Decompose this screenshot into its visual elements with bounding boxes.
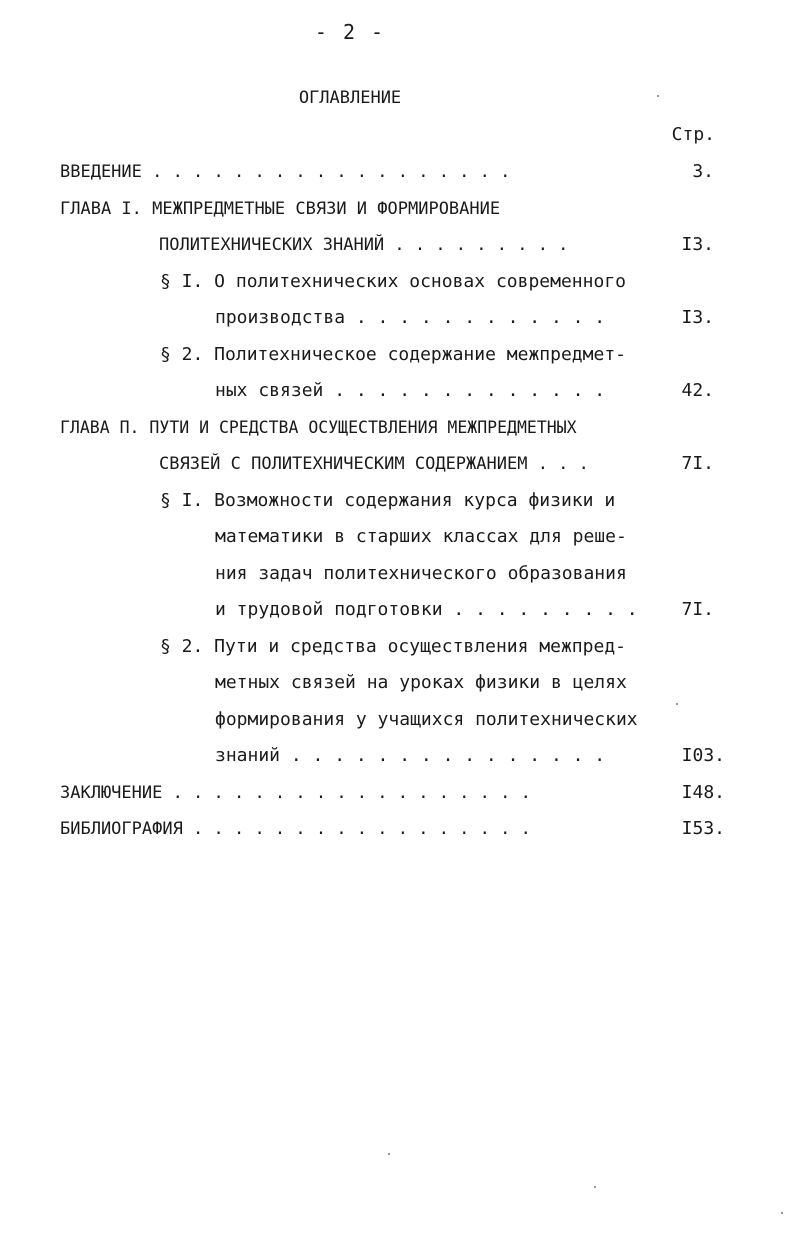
toc-entry-page: I3. xyxy=(681,307,714,328)
toc-entry-text: и трудовой подготовки . . . . . . . . . xyxy=(215,599,638,620)
toc-entry-ch2-sec1-line-4[interactable] xyxy=(0,592,797,628)
toc-entry-text: ПОЛИТЕХНИЧЕСКИХ ЗНАНИЙ . . . . . . . . . xyxy=(159,235,569,255)
toc-entry-bibliography[interactable] xyxy=(0,811,797,847)
scan-speck xyxy=(657,95,659,97)
page-number: - 2 - xyxy=(314,20,386,44)
toc-entry-page: I3. xyxy=(681,234,714,255)
toc-entry-ch2-sec2-line-4[interactable] xyxy=(0,738,797,774)
toc-entry-text: СВЯЗЕЙ С ПОЛИТЕХНИЧЕСКИМ СОДЕРЖАНИЕМ . . . xyxy=(159,454,589,474)
toc-entry-text: производства . . . . . . . . . . . . xyxy=(215,307,606,328)
page-column-header: Стр. xyxy=(671,124,715,145)
toc-entry-chapter-2-line-1[interactable] xyxy=(0,410,797,446)
toc-entry-ch2-sec2-line-2[interactable] xyxy=(0,665,797,701)
toc-entry-text: ГЛАВА П. ПУТИ И СРЕДСТВА ОСУЩЕСТВЛЕНИЯ МЕЖПРЕДМЕТНЫХ xyxy=(60,418,577,437)
toc-entry-ch1-sec1-line-2[interactable] xyxy=(0,300,797,336)
toc-entry-text: ных связей . . . . . . . . . . . . . xyxy=(215,380,606,401)
toc-entry-ch1-sec2-line-2[interactable] xyxy=(0,373,797,409)
toc-entry-chapter-2-line-2[interactable] xyxy=(0,446,797,482)
toc-entry-page: 42. xyxy=(681,380,714,401)
toc-entry-ch1-sec1-line-1[interactable] xyxy=(0,264,797,300)
toc-entry-conclusion[interactable] xyxy=(0,775,797,811)
scan-speck xyxy=(781,1212,783,1214)
toc-entry-ch1-sec2-line-1[interactable] xyxy=(0,337,797,373)
toc-entry-page: 3. xyxy=(692,161,714,182)
toc-entry-page: 7I. xyxy=(681,453,714,474)
toc-entry-text: знаний . . . . . . . . . . . . . . . xyxy=(215,745,606,766)
toc-entry-text: ВВЕДЕНИЕ . . . . . . . . . . . . . . . . . . xyxy=(60,162,511,182)
toc-entry-ch2-sec1-line-2[interactable] xyxy=(0,519,797,555)
toc-entry-text: метных связей на уроках физики в целях xyxy=(215,672,627,693)
scan-speck xyxy=(388,1153,390,1155)
toc-entry-chapter-1-line-2[interactable] xyxy=(0,227,797,263)
toc-entry-text: § 2. Политехническое содержание межпредмет- xyxy=(160,344,626,365)
scan-speck xyxy=(676,703,678,705)
toc-entry-introduction[interactable] xyxy=(0,154,797,190)
toc-entry-text: ЗАКЛЮЧЕНИЕ . . . . . . . . . . . . . . . . . . xyxy=(60,783,531,803)
toc-entry-text: § 2. Пути и средства осуществления межпред- xyxy=(160,636,626,657)
toc-entry-text: математики в старших классах для реше- xyxy=(215,526,627,547)
toc-entry-ch2-sec1-line-1[interactable] xyxy=(0,483,797,519)
toc-entry-text: ния задач политехнического образования xyxy=(215,563,627,584)
toc-entry-page: I48. xyxy=(681,782,725,803)
toc-entry-ch2-sec1-line-3[interactable] xyxy=(0,556,797,592)
scan-speck xyxy=(594,1186,596,1188)
toc-entry-text: § I. Возможности содержания курса физики и xyxy=(160,490,616,511)
toc-entry-ch2-sec2-line-1[interactable] xyxy=(0,629,797,665)
toc-title: ОГЛАВЛЕНИЕ xyxy=(298,88,402,108)
toc-entry-chapter-1-line-1[interactable] xyxy=(0,191,797,227)
toc-entry-text: § I. О политехнических основах современного xyxy=(160,271,626,292)
toc-entry-page: 7I. xyxy=(681,599,714,620)
toc-entry-text: ГЛАВА I. МЕЖПРЕДМЕТНЫЕ СВЯЗИ И ФОРМИРОВАНИЕ xyxy=(60,199,501,219)
toc-entry-text: БИБЛИОГРАФИЯ . . . . . . . . . . . . . . . . . xyxy=(60,819,531,839)
toc-entry-ch2-sec2-line-3[interactable] xyxy=(0,702,797,738)
toc-entry-page: I53. xyxy=(681,818,725,839)
toc-entry-text: формирования у учащихся политехнических xyxy=(215,709,638,730)
toc-entry-page: I03. xyxy=(681,745,725,766)
